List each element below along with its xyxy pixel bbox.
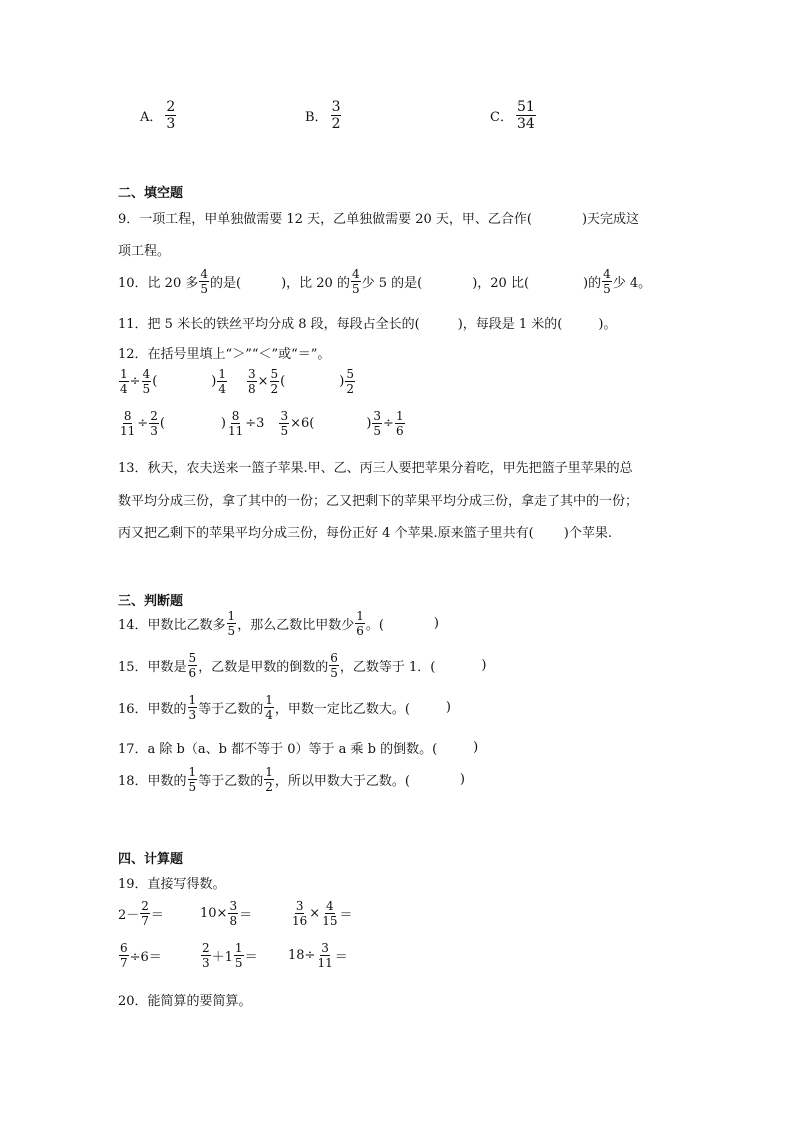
question-13-line-3: 丙又把乙剩下的苹果平均分成三份，每份正好 4 个苹果.原来篮子里共有( )个苹果. (118, 526, 612, 541)
fraction: $\frac{3}{5}$ (280, 409, 289, 438)
fraction: $\frac{1}{4}$ (265, 693, 273, 722)
fraction: $\frac{1}{5}$ (188, 765, 197, 794)
question-15: 15．甲数是 $\frac{5}{6}$ ，乙数是甲数的倒数的 $\frac{6}{5}$ ，乙数等于 1．( ) (118, 651, 487, 680)
fraction: $\frac{4}{5}$ (603, 267, 611, 296)
question-12: 12．在括号里填上“＞”“＜”或“＝”。 (118, 347, 331, 362)
question-13-line-1: 13．秋天，农夫送来一篮子苹果.甲、乙、丙三人要把苹果分着吃，甲先把篮子里苹果的总 (118, 461, 633, 476)
question-19-row-2-expr-3: 18÷ $\frac{3}{11}$ ＝ (288, 941, 348, 970)
question-20: 20．能简算的要简算。 (118, 994, 252, 1009)
fraction: $\frac{3}{11}$ (317, 941, 333, 970)
fraction: $\frac{2}{3}$ (166, 99, 176, 132)
question-19-row-2-expr-2: $\frac{2}{3}$ ＋1 $\frac{1}{5}$ ＝ (202, 941, 258, 970)
fraction: $\frac{5}{6}$ (188, 651, 197, 680)
question-19: 19．直接写得数。 (118, 877, 226, 892)
question-9-cont: 项工程。 (118, 244, 171, 259)
fraction: $\frac{51}{34}$ (516, 99, 535, 132)
section-heading-fill: 二、填空题 (118, 186, 184, 201)
section-heading-calc: 四、计算题 (118, 852, 184, 867)
question-19-row-1-expr-3: $\frac{3}{16}$ × $\frac{4}{15}$ ＝ (292, 899, 353, 928)
fraction: $\frac{5}{2}$ (346, 367, 354, 396)
question-14: 14．甲数比乙数多 $\frac{1}{5}$ ，那么乙数比甲数少 $\frac{1}{6}$ 。( ) (118, 609, 439, 638)
fraction: $\frac{2}{3}$ (150, 409, 158, 438)
question-19-row-1-expr-2: 10× $\frac{3}{8}$ ＝ (200, 899, 253, 928)
fraction: $\frac{3}{16}$ (292, 899, 308, 928)
option-a: A． $\frac{2}{3}$ (140, 99, 176, 132)
fraction: $\frac{4}{5}$ (351, 267, 360, 296)
fraction: $\frac{3}{8}$ (247, 367, 256, 396)
fraction: $\frac{3}{5}$ (373, 409, 382, 438)
option-c: C． $\frac{51}{34}$ (490, 99, 535, 132)
fraction: $\frac{1}{3}$ (188, 693, 197, 722)
fraction: $\frac{6}{7}$ (120, 941, 128, 970)
fraction: $\frac{8}{11}$ (227, 409, 244, 438)
question-19-row-1-expr-1: 2－ $\frac{2}{7}$ ＝ (118, 899, 164, 928)
question-10: 10．比 20 多 $\frac{4}{5}$ 的是( )，比 20 的 $\frac{4}{5}$ 少 5 的是( )，20 比( )的 $\frac{4}{5}$ 少 4。 (118, 267, 652, 296)
fraction: $\frac{4}{15}$ (322, 899, 338, 928)
fraction: $\frac{2}{7}$ (141, 899, 149, 928)
option-b: B． $\frac{3}{2}$ (305, 99, 341, 132)
fraction: $\frac{2}{3}$ (202, 941, 210, 970)
fraction: $\frac{6}{5}$ (330, 651, 338, 680)
fraction: $\frac{1}{4}$ (120, 367, 128, 396)
fraction: $\frac{1}{4}$ (218, 367, 226, 396)
fraction: $\frac{3}{2}$ (331, 99, 341, 132)
question-19-row-2-expr-1: $\frac{6}{7}$ ÷6＝ (120, 941, 162, 970)
fraction: $\frac{1}{2}$ (265, 765, 273, 794)
fraction: $\frac{8}{11}$ (120, 409, 136, 438)
question-17: 17．a 除 b（a、b 都不等于 0）等于 a 乘 b 的倒数。( ) (118, 740, 479, 757)
fraction: $\frac{5}{2}$ (270, 367, 279, 396)
section-heading-judge: 三、判断题 (118, 594, 184, 609)
question-13-line-2: 数平均分成三份，拿了其中的一份；乙又把剩下的苹果平均分成三份，拿走了其中的一份； (118, 494, 639, 509)
fraction: $\frac{4}{5}$ (142, 367, 151, 396)
question-16: 16．甲数的 $\frac{1}{3}$ 等于乙数的 $\frac{1}{4}$ ，甲数一定比乙数大。( ) (118, 693, 451, 722)
question-11: 11．把 5 米长的铁丝平均分成 8 段，每段占全长的( )，每段是 1 米的( )。 (118, 317, 617, 332)
fraction: $\frac{1}{5}$ (227, 609, 236, 638)
fraction: $\frac{1}{5}$ (234, 941, 243, 970)
fraction: $\frac{4}{5}$ (200, 267, 208, 296)
question-18: 18．甲数的 $\frac{1}{5}$ 等于乙数的 $\frac{1}{2}$ ，所以甲数大于乙数。( ) (118, 765, 465, 794)
fraction: $\frac{3}{8}$ (229, 899, 238, 928)
question-9: 9．一项工程，甲单独做需要 12 天，乙单独做需要 20 天，甲、乙合作( )天完成这 (118, 212, 640, 227)
question-12-row-2: $\frac{8}{11}$ ÷ $\frac{2}{3}$ ( ) $\frac{8}{11}$ ÷3 $\frac{3}{5}$ ×6( ) $\frac{3}{5}$ ÷ $\frac{1}{6}$ (120, 409, 404, 438)
question-12-row-1: $\frac{1}{4}$ ÷ $\frac{4}{5}$ ( ) $\frac{1}{4}$ $\frac{3}{8}$ × $\frac{5}{2}$ ( ) $\frac{5}{2}$ (120, 367, 354, 396)
fraction: $\frac{1}{6}$ (356, 609, 364, 638)
fraction: $\frac{1}{6}$ (395, 409, 404, 438)
